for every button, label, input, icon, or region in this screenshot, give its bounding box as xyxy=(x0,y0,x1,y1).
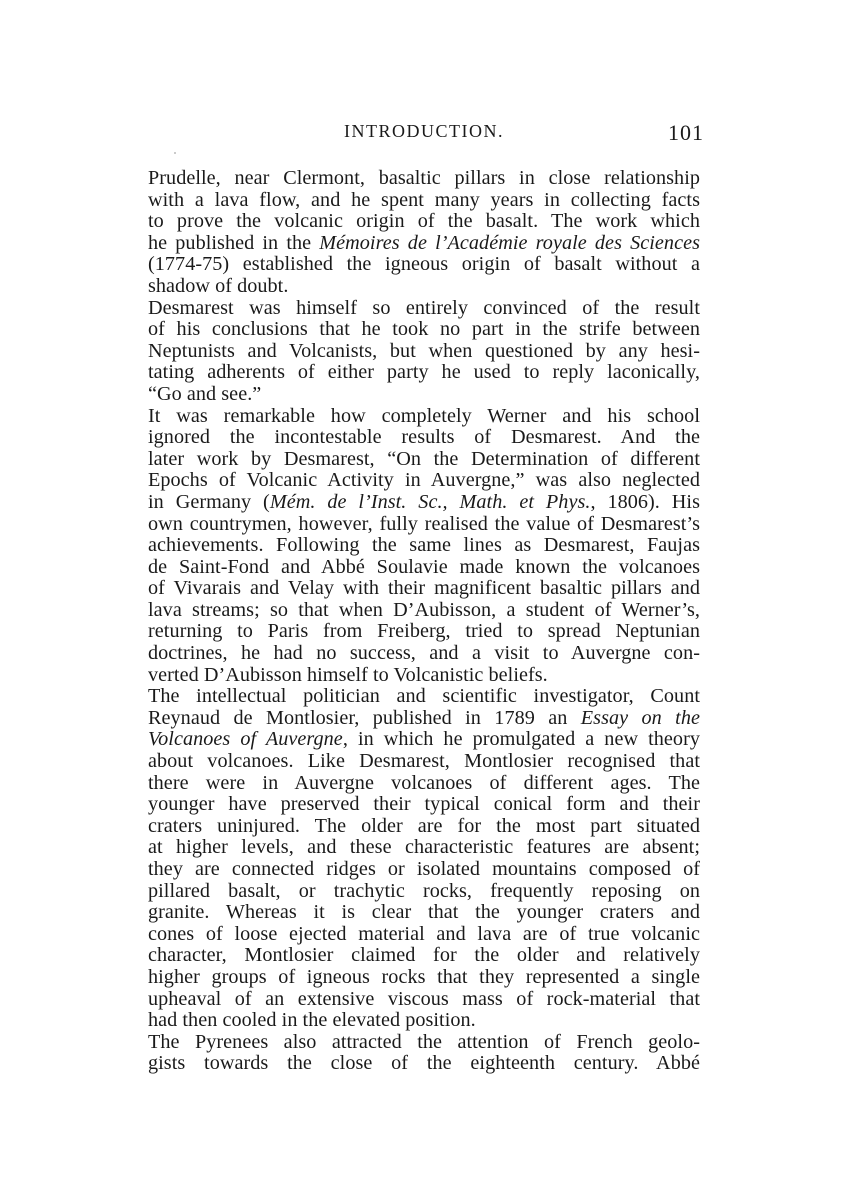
italic-text: Essay on the xyxy=(580,706,700,729)
text-line xyxy=(148,470,700,492)
text-run: craters uninjured. The older are for the most part situated xyxy=(148,814,700,837)
text-line xyxy=(148,902,700,924)
text-line xyxy=(148,665,700,687)
text-line xyxy=(148,1010,700,1032)
text-line xyxy=(148,1053,700,1075)
paper-speck xyxy=(174,152,176,154)
running-head: INTRODUCTION. xyxy=(344,121,504,141)
text-run: pillared basalt, or trachytic rocks, frequently reposing on xyxy=(148,879,700,902)
italic-text: Volcanoes of Auvergne xyxy=(148,728,343,751)
text-run: , 1806). His xyxy=(590,490,701,513)
text-run: Desmarest was himself so entirely convinced of the result xyxy=(148,296,700,319)
text-run: ignored the incontestable results of Desmarest. And the xyxy=(148,426,700,449)
text-run: Reynaud de Montlosier, published in 1789 an xyxy=(148,706,581,729)
text-run: they are connected ridges or isolated mountains composed of xyxy=(148,858,700,880)
text-run: about volcanoes. Like Desmarest, Montlosier recognised that xyxy=(148,750,700,773)
text-line xyxy=(148,384,700,406)
text-line xyxy=(148,168,700,190)
text-run: The Pyrenees also attracted the attention of French geolo- xyxy=(148,1030,700,1053)
text-run: of Vivarais and Velay with their magnificent basaltic pillars and xyxy=(148,577,700,600)
text-run: shadow of doubt. xyxy=(148,274,289,297)
page-number: 101 xyxy=(668,120,704,145)
text-line xyxy=(148,600,700,622)
text-line xyxy=(148,557,700,579)
text-run: Epochs of Volcanic Activity in Auvergne,” was also neglected xyxy=(148,469,700,492)
text-line xyxy=(148,190,700,212)
text-line xyxy=(148,794,700,816)
text-run: character, Montlosier claimed for the older and relatively xyxy=(148,944,700,967)
text-line xyxy=(148,341,700,363)
text-run: (1774-75) established the igneous origin of basalt without a xyxy=(148,253,700,276)
text-run: Prudelle, near Clermont, basaltic pillars in close relationship xyxy=(148,167,700,189)
text-run: It was remarkable how completely Werner and his school xyxy=(148,404,700,427)
text-run: higher groups of igneous rocks that they represented a single xyxy=(148,965,700,988)
text-line xyxy=(148,362,700,384)
text-run: own countrymen, however, fully realised the value of Desmarest’s xyxy=(148,512,700,535)
italic-text: Mém. de l’Inst. Sc., Math. et Phys. xyxy=(269,490,591,513)
text-run: de Saint-Fond and Abbé Soulavie made known the volcanoes xyxy=(148,555,700,578)
text-run: at higher levels, and these characteristic features are absent; xyxy=(148,836,700,859)
text-line xyxy=(148,686,700,708)
text-run: in Germany ( xyxy=(148,490,270,513)
italic-text: Mémoires de l’Académie royale des Sciences xyxy=(319,231,701,254)
text-line xyxy=(148,924,700,946)
text-line xyxy=(148,406,700,428)
text-run: doctrines, he had no success, and a visit to Auvergne con- xyxy=(148,642,700,665)
text-line xyxy=(148,319,700,341)
text-run: The intellectual politician and scientific investigator, Count xyxy=(148,685,700,708)
text-run: had then cooled in the elevated position. xyxy=(148,1009,476,1032)
text-run: later work by Desmarest, “On the Determination of different xyxy=(148,447,700,470)
text-line xyxy=(148,254,700,276)
text-run: “Go and see.” xyxy=(148,382,262,405)
text-run: , in which he promulgated a new theory xyxy=(342,728,700,751)
text-line xyxy=(148,449,700,471)
text-run: verted D’Aubisson himself to Volcanistic beliefs. xyxy=(148,663,548,686)
text-line xyxy=(148,643,700,665)
text-line xyxy=(148,837,700,859)
text-line xyxy=(148,211,700,233)
text-line xyxy=(148,816,700,838)
text-line xyxy=(148,535,700,557)
text-line xyxy=(148,492,700,514)
text-run: to prove the volcanic origin of the basalt. The work which xyxy=(148,210,700,233)
text-run: cones of loose ejected material and lava are of true volcanic xyxy=(148,922,700,945)
text-run: returning to Paris from Freiberg, tried to spread Neptunian xyxy=(148,620,700,643)
text-line xyxy=(148,298,700,320)
text-line xyxy=(148,967,700,989)
text-line xyxy=(148,578,700,600)
text-run: younger have preserved their typical conical form and their xyxy=(148,793,700,816)
text-line xyxy=(148,427,700,449)
text-run: tating adherents of either party he used to reply laconically, xyxy=(148,361,700,384)
text-run: achievements. Following the same lines as Desmarest, Faujas xyxy=(148,534,700,557)
text-line xyxy=(148,233,700,255)
text-run: he published in the xyxy=(148,231,320,254)
text-line xyxy=(148,729,700,751)
text-line xyxy=(148,945,700,967)
text-run: upheaval of an extensive viscous mass of rock-material that xyxy=(148,987,700,1010)
text-run: lava streams; so that when D’Aubisson, a student of Werner’s, xyxy=(148,598,700,621)
text-run: gists towards the close of the eighteenth century. Abbé xyxy=(148,1052,700,1075)
page-header xyxy=(148,119,704,149)
text-line xyxy=(148,773,700,795)
text-line xyxy=(148,514,700,536)
text-line xyxy=(148,621,700,643)
text-line xyxy=(148,276,700,298)
text-line xyxy=(148,859,700,881)
text-line xyxy=(148,881,700,903)
text-run: granite. Whereas it is clear that the younger craters and xyxy=(148,901,700,924)
text-line xyxy=(148,708,700,730)
text-run: there were in Auvergne volcanoes of different ages. The xyxy=(148,771,700,794)
body-text xyxy=(148,168,700,1075)
text-run: with a lava flow, and he spent many years in collecting facts xyxy=(148,188,700,211)
text-line xyxy=(148,751,700,773)
text-run: of his conclusions that he took no part in the strife between xyxy=(148,318,700,341)
text-run: Neptunists and Volcanists, but when questioned by any hesi- xyxy=(148,339,700,362)
text-line xyxy=(148,989,700,1011)
text-line xyxy=(148,1032,700,1054)
